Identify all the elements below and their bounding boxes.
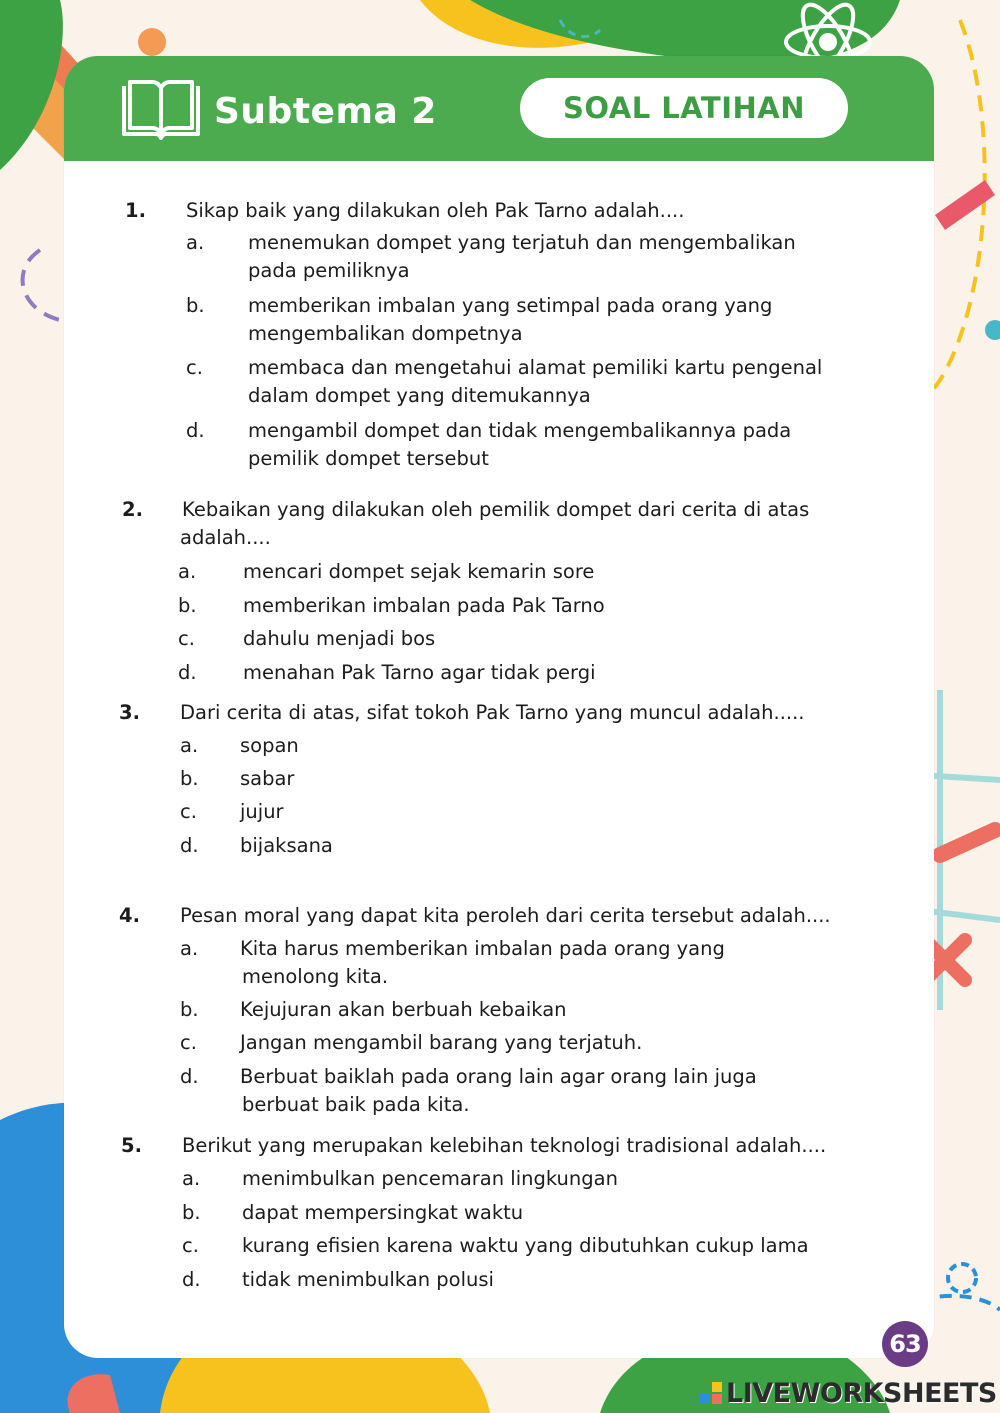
option-text: mengambil dompet dan tidak mengembalikannya pada (248, 419, 792, 442)
option-text: menimbulkan pencemaran lingkungan (242, 1167, 618, 1190)
option-letter: d. (180, 834, 199, 857)
option-text: Kejujuran akan berbuah kebaikan (240, 998, 567, 1021)
option-letter: d. (186, 419, 205, 442)
question-text: Berikut yang merupakan kelebihan teknologi tradisional adalah.... (182, 1134, 827, 1157)
option-letter: d. (180, 1065, 199, 1088)
option-letter: b. (186, 294, 205, 317)
option-text: sabar (240, 767, 295, 790)
option-letter: a. (182, 1167, 201, 1190)
option-letter: a. (180, 937, 199, 960)
option-letter: a. (180, 734, 199, 757)
eraser-decoration (935, 180, 995, 230)
coral-stroke-decoration (940, 830, 995, 855)
option-letter: b. (180, 998, 199, 1021)
soal-latihan-badge: SOAL LATIHAN (520, 78, 848, 138)
option-text: Kita harus memberikan imbalan pada orang yang (240, 937, 725, 960)
option-text: Jangan mengambil barang yang terjatuh. (240, 1031, 643, 1054)
option-text: memberikan imbalan yang setimpal pada orang yang (248, 294, 773, 317)
question-text: Kebaikan yang dilakukan oleh pemilik dompet dari cerita di atas (182, 498, 810, 521)
option-letter: c. (186, 356, 203, 379)
question-number: 3. (119, 701, 140, 724)
option-text: memberikan imbalan pada Pak Tarno (243, 594, 605, 617)
liveworksheets-brand (700, 1376, 997, 1410)
option-letter: d. (178, 661, 197, 684)
option-text: dalam dompet yang ditemukannya (248, 384, 591, 407)
option-text: pada pemiliknya (248, 259, 410, 282)
option-letter: c. (178, 627, 195, 650)
option-letter: c. (180, 1031, 197, 1054)
option-text: berbuat baik pada kita. (242, 1093, 470, 1116)
cyan-dot-right (985, 320, 1000, 340)
option-text: kurang efisien karena waktu yang dibutuhkan cukup lama (242, 1234, 809, 1257)
option-text: menemukan dompet yang terjatuh dan mengembalikan (248, 231, 796, 254)
question-number: 5. (121, 1134, 142, 1157)
option-letter: c. (182, 1234, 199, 1257)
question-number: 1. (125, 199, 146, 222)
option-text: mencari dompet sejak kemarin sore (243, 560, 595, 583)
option-letter: b. (178, 594, 197, 617)
option-letter: b. (180, 767, 199, 790)
liveworksheets-logo-icon (700, 1382, 722, 1404)
option-text: jujur (240, 800, 284, 823)
option-letter: d. (182, 1268, 201, 1291)
option-text: menolong kita. (242, 965, 389, 988)
page-number-badge: 63 (882, 1321, 928, 1367)
worksheet-card (64, 56, 934, 1358)
option-text: membaca dan mengetahui alamat pemiliki kartu pengenal (248, 356, 823, 379)
question-list (64, 56, 934, 1358)
blue-ring-bottom-right (948, 1264, 976, 1292)
subtema-title: Subtema 2 (214, 91, 437, 132)
option-letter: a. (178, 560, 197, 583)
question-text: adalah.... (180, 526, 271, 549)
option-text: tidak menimbulkan polusi (242, 1268, 494, 1291)
brand-name: LIVEWORKSHEETS (726, 1377, 997, 1409)
question-number: 2. (122, 498, 143, 521)
option-letter: a. (186, 231, 205, 254)
question-number: 4. (119, 904, 140, 927)
option-text: sopan (240, 734, 299, 757)
question-text: Sikap baik yang dilakukan oleh Pak Tarno adalah.... (186, 199, 685, 222)
option-letter: b. (182, 1201, 201, 1224)
orange-dot (138, 28, 166, 56)
option-text: menahan Pak Tarno agar tidak pergi (243, 661, 596, 684)
option-text: pemilik dompet tersebut (248, 447, 489, 470)
option-text: Berbuat baiklah pada orang lain agar orang lain juga (240, 1065, 757, 1088)
question-text: Pesan moral yang dapat kita peroleh dari cerita tersebut adalah.... (180, 904, 831, 927)
option-letter: c. (180, 800, 197, 823)
option-text: mengembalikan dompetnya (248, 322, 523, 345)
option-text: dahulu menjadi bos (243, 627, 436, 650)
option-text: dapat mempersingkat waktu (242, 1201, 524, 1224)
option-text: bijaksana (240, 834, 333, 857)
question-text: Dari cerita di atas, sifat tokoh Pak Tarno yang muncul adalah..... (180, 701, 805, 724)
